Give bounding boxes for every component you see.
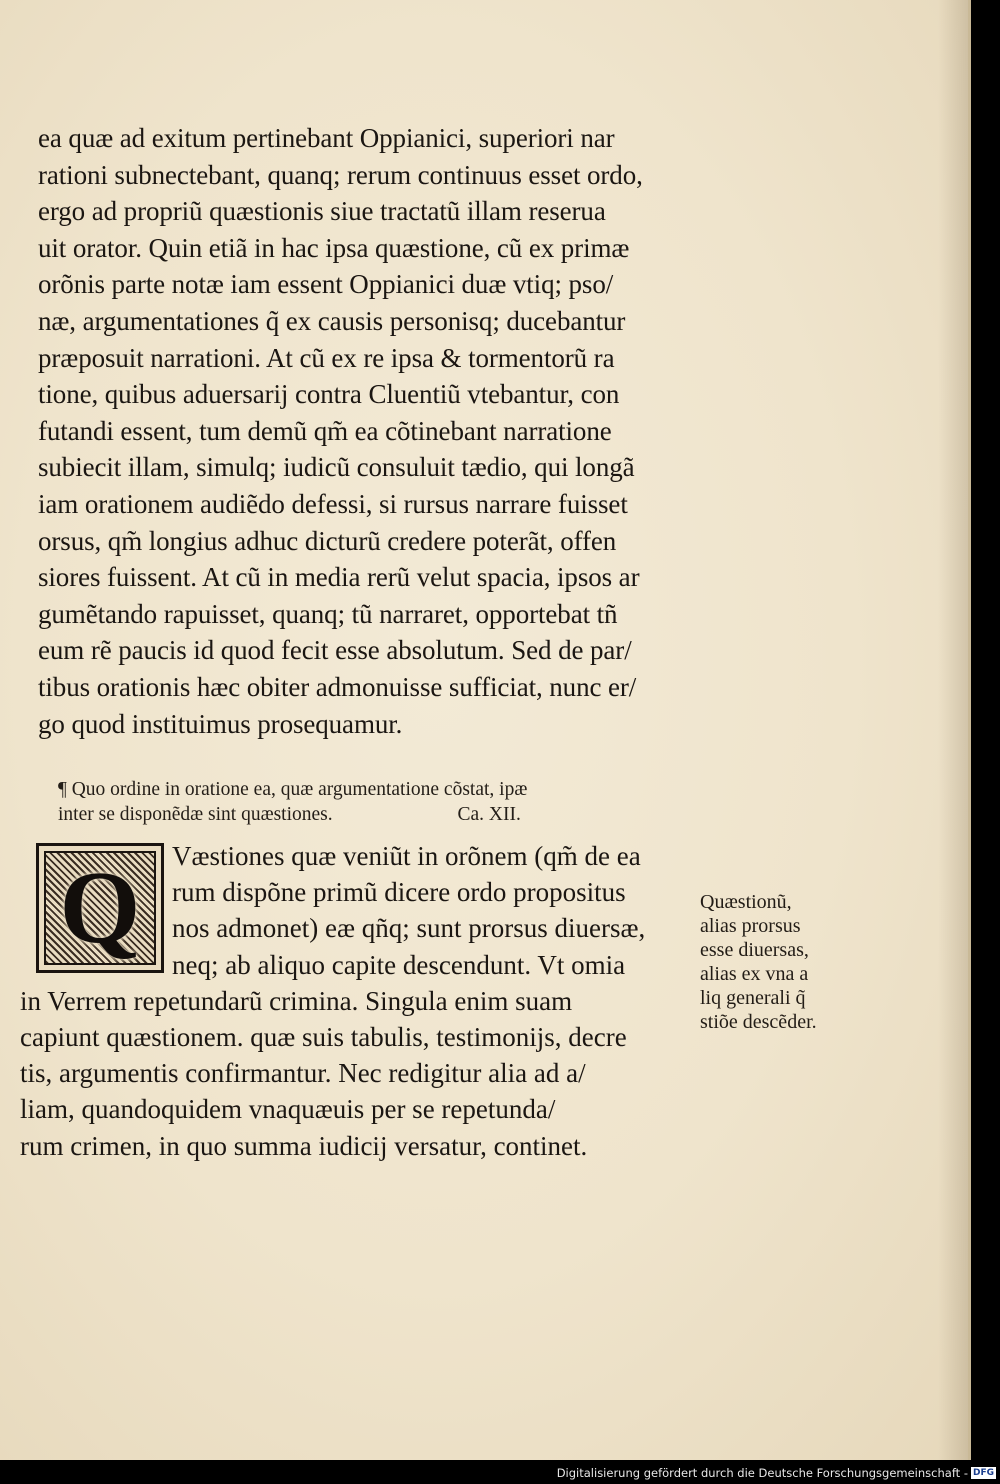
- text-line: orõnis parte notæ iam essent Oppianici duæ vtiq; pso/: [38, 269, 614, 300]
- text-line: in Verrem repetundarũ crimina. Singula enim suam: [20, 985, 573, 1016]
- heading-line-2: inter se disponẽdæ sint quæstiones.: [58, 804, 333, 825]
- marginal-line: esse diuersas,: [700, 939, 809, 961]
- initial-letter: Q: [59, 850, 141, 965]
- text-line: ea quæ ad exitum pertinebant Oppianici, superiori nar: [38, 123, 615, 153]
- text-line: rum dispõne primũ dicere ordo propositus: [172, 877, 626, 908]
- text-line: neq; ab aliquo capite descendunt. Vt omia: [172, 949, 626, 980]
- text-line: tione, quibus aduersarij contra Cluentiũ vtebantur, con: [38, 379, 620, 410]
- text-line: rum crimen, in quo summa iudicij versatur, continet.: [20, 1130, 588, 1161]
- heading-line-1: ¶ Quo ordine in oratione ea, quæ argumentatione cõstat, ipæ: [58, 779, 528, 800]
- text-line: Væstiones quæ veniũt in orõnem (qm̃ de ea: [172, 841, 641, 871]
- digitization-footer: [557, 1466, 996, 1480]
- text-line: ergo ad propriũ quæstionis siue tractatũ illam reserua: [38, 196, 606, 227]
- text-line: præposuit narrationi. At cũ ex re ipsa & tormentorũ ra: [38, 342, 615, 373]
- footer-text: Digitalisierung gefördert durch die Deutsche Forschungsgemeinschaft -: [556, 1466, 968, 1480]
- text-line: tis, argumentis confirmantur. Nec redigitur alia ad a/: [20, 1058, 586, 1089]
- text-line: gumẽtando rapuisset, quanq; tũ narraret, opportebat tñ: [38, 598, 618, 629]
- text-line: iam orationem audiẽdo defessi, si rursus narrare fuisset: [38, 488, 628, 519]
- text-line: orsus, qm̃ longius adhuc dicturũ credere poterãt, offen: [38, 525, 617, 556]
- text-line: næ, argumentationes q̃ ex causis personisq; ducebantur: [38, 305, 626, 336]
- dfg-logo: DFG: [972, 1468, 994, 1478]
- text-line: capiunt quæstionem. quæ suis tabulis, testimonijs, decre: [20, 1022, 627, 1053]
- text-line: subiecit illam, simulq; iudicũ consuluit tædio, qui longã: [38, 452, 635, 483]
- chapter-number: Ca. XII.: [457, 804, 521, 825]
- text-line: eum rẽ paucis id quod fecit esse absolutum. Sed de par/: [38, 635, 632, 666]
- text-line: go quod instituimus prosequamur.: [38, 708, 403, 739]
- chapter-text-block: [20, 838, 720, 1164]
- page-edge-shadow: [938, 0, 968, 1460]
- text-line: futandi essent, tum demũ qm̃ ea cõtinebant narratione: [38, 415, 612, 446]
- marginal-note: [700, 890, 860, 1034]
- marginal-line: liq generali q̃: [700, 987, 806, 1009]
- text-line: uit orator. Quin etiã in hac ipsa quæstione, cũ ex primæ: [38, 232, 630, 263]
- marginal-line: alias prorsus: [700, 915, 801, 937]
- marginal-line: stiõe descẽder.: [700, 1011, 817, 1033]
- marginal-line: alias ex vna a: [700, 963, 809, 985]
- marginal-line: Quæstionũ,: [700, 891, 792, 913]
- main-text-block: [38, 120, 718, 742]
- text-line: nos admonet) eæ qñq; sunt prorsus diuersæ,: [172, 913, 646, 944]
- text-line: liam, quandoquidem vnaquæuis per se repetunda/: [20, 1094, 556, 1125]
- chapter-heading: [58, 777, 718, 827]
- text-line: siores fuissent. At cũ in media rerũ velut spacia, ipsos ar: [38, 562, 640, 593]
- text-line: tibus orationis hæc obiter admonuisse sufficiat, nunc er/: [38, 671, 637, 702]
- text-line: rationi subnectebant, quanq; rerum continuus esset ordo,: [38, 159, 643, 190]
